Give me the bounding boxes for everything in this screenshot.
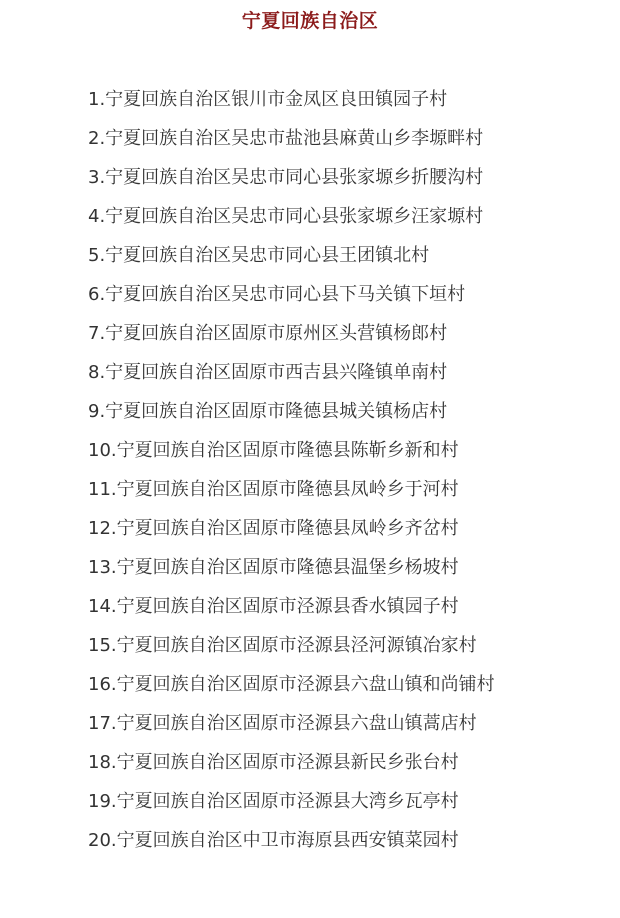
list-item: 16.宁夏回族自治区固原市泾源县六盘山镇和尚铺村 xyxy=(88,674,495,695)
list-item: 12.宁夏回族自治区固原市隆德县凤岭乡齐岔村 xyxy=(88,518,459,539)
list-item: 1.宁夏回族自治区银川市金凤区良田镇园子村 xyxy=(88,89,448,110)
village-list xyxy=(88,85,495,865)
list-item: 19.宁夏回族自治区固原市泾源县大湾乡瓦亭村 xyxy=(88,791,459,812)
list-item: 3.宁夏回族自治区吴忠市同心县张家塬乡折腰沟村 xyxy=(88,167,484,188)
list-item: 10.宁夏回族自治区固原市隆德县陈靳乡新和村 xyxy=(88,440,459,461)
list-item: 2.宁夏回族自治区吴忠市盐池县麻黄山乡李塬畔村 xyxy=(88,128,484,149)
list-item: 17.宁夏回族自治区固原市泾源县六盘山镇蒿店村 xyxy=(88,713,477,734)
list-item: 9.宁夏回族自治区固原市隆德县城关镇杨店村 xyxy=(88,401,448,422)
list-item: 15.宁夏回族自治区固原市泾源县泾河源镇冶家村 xyxy=(88,635,477,656)
list-item: 13.宁夏回族自治区固原市隆德县温堡乡杨坡村 xyxy=(88,557,459,578)
page-title: 宁夏回族自治区 xyxy=(241,10,379,32)
list-item: 8.宁夏回族自治区固原市西吉县兴隆镇单南村 xyxy=(88,362,448,383)
list-item: 20.宁夏回族自治区中卫市海原县西安镇菜园村 xyxy=(88,830,459,851)
list-item: 7.宁夏回族自治区固原市原州区头营镇杨郎村 xyxy=(88,323,448,344)
list-item: 6.宁夏回族自治区吴忠市同心县下马关镇下垣村 xyxy=(88,284,466,305)
list-item: 18.宁夏回族自治区固原市泾源县新民乡张台村 xyxy=(88,752,459,773)
list-item: 5.宁夏回族自治区吴忠市同心县王团镇北村 xyxy=(88,245,430,266)
list-item: 14.宁夏回族自治区固原市泾源县香水镇园子村 xyxy=(88,596,459,617)
list-item: 4.宁夏回族自治区吴忠市同心县张家塬乡汪家塬村 xyxy=(88,206,484,227)
list-item: 11.宁夏回族自治区固原市隆德县凤岭乡于河村 xyxy=(88,479,459,500)
